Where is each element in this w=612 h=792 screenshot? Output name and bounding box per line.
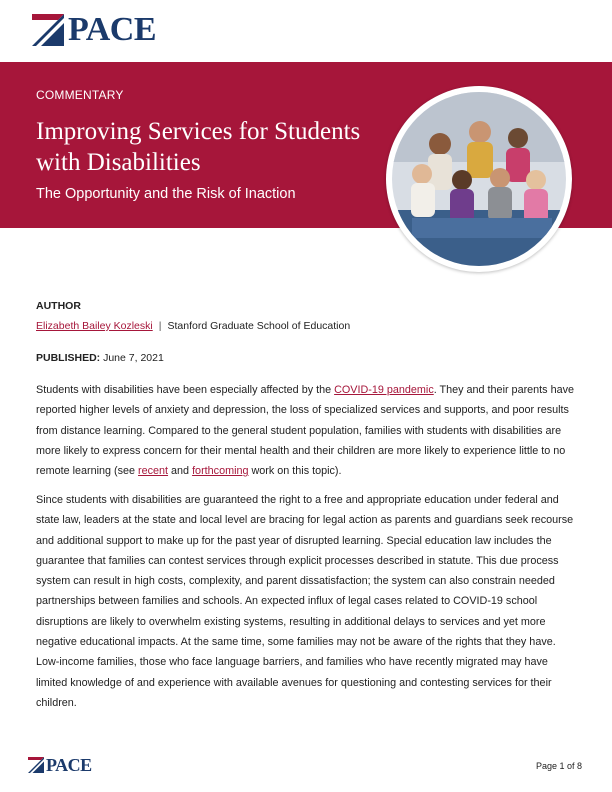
pace-logo-mark-icon <box>32 14 64 46</box>
covid-pandemic-link[interactable]: COVID-19 pandemic <box>334 384 434 396</box>
pace-logo[interactable] <box>32 13 156 47</box>
author-label: AUTHOR <box>36 300 81 312</box>
p1-text-end: work on this topic). <box>248 465 342 478</box>
published-date: June 7, 2021 <box>103 352 164 364</box>
body-paragraph-1 <box>36 380 582 481</box>
footer-logo-text: PACE <box>46 755 92 775</box>
pace-logo-text: PACE <box>68 11 157 48</box>
p1-text-middle: . They and their parents have reported higher levels of anxiety and depression, the loss of specialized services and supports, and poor results from distance learning. Compared to the general student population, families with students with disabilities are more likely to express concern for their mental health and their children are more likely to experience little to no remote learning (see <box>36 384 574 478</box>
p1-text-and: and <box>168 465 193 478</box>
author-affiliation: Stanford Graduate School of Education <box>167 320 351 332</box>
page-subtitle: The Opportunity and the Risk of Inaction <box>36 186 296 202</box>
article-type-label: COMMENTARY <box>36 88 124 102</box>
body-paragraph-2: Since students with disabilities are guaranteed the right to a free and appropriate education under federal and state law, leaders at the state and local level are bracing for legal action as parents and guardians seek recourse and additional support to make up for the past year of disrupted learning. Special education law includes the guarantee that families can contest services through explicit processes described in statute. This due process system can result in high costs, complexity, and parent dissatisfaction; the system can also constrain needed partnerships between families and schools. An expected influx of legal cases related to COVID-19 school disruptions are likely to overwhelm existing systems, resulting in additional delays to services and yet more negative educational impacts. At the same time, some families may not be aware of the rights that they have. Low-income families, those who face language barriers, and families who have recently migrated may have limited knowledge of and experience with available avenues for questioning and contesting services for their children. <box>36 494 574 709</box>
published-line <box>36 352 164 364</box>
page-number: Page 1 of 8 <box>535 761 582 771</box>
author-name-link[interactable]: Elizabeth Bailey Kozleski <box>36 320 153 332</box>
author-line <box>36 320 350 332</box>
page-title: Improving Services for Students with Disabilities <box>36 118 361 176</box>
recent-link[interactable]: recent <box>138 465 169 478</box>
pace-logo-mark-icon <box>28 757 44 773</box>
footer-pace-logo[interactable] <box>28 756 92 774</box>
published-label: PUBLISHED: <box>36 352 101 364</box>
p1-text-start: Students with disabilities have been especially affected by the <box>36 384 335 396</box>
forthcoming-link[interactable]: forthcoming <box>192 465 249 478</box>
children-photo <box>392 92 566 266</box>
author-separator: | <box>158 320 162 332</box>
